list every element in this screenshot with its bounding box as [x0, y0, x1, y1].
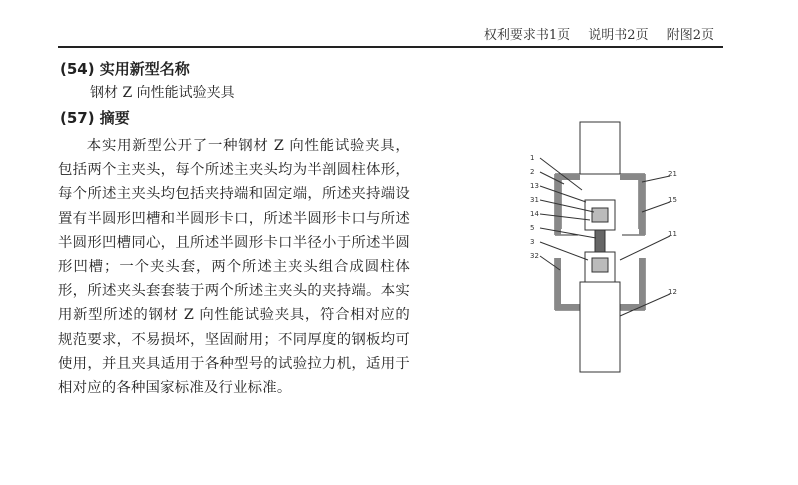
- fig-label-14: 14: [530, 210, 539, 218]
- fig-label-11: 11: [668, 230, 677, 238]
- fig-label-5: 5: [530, 224, 535, 232]
- spec-page-count: 说明书2页: [588, 28, 649, 43]
- fig-label-31: 31: [530, 196, 539, 204]
- fig-label-2: 2: [530, 168, 535, 176]
- fig-label-1: 1: [530, 154, 535, 162]
- fig-label-12: 12: [668, 288, 677, 296]
- utility-model-title: 钢材 Z 向性能试验夹具: [90, 85, 235, 101]
- fig-label-13: 13: [530, 182, 539, 190]
- section-57-label: (57) 摘要: [60, 109, 130, 127]
- claims-page-count: 权利要求书1页: [483, 28, 571, 43]
- header-rule: [58, 46, 723, 48]
- fig-label-32: 32: [530, 252, 539, 260]
- section-54-label: (54) 实用新型名称: [60, 60, 190, 78]
- drawing-page-count: 附图2页: [666, 28, 714, 43]
- fig-label-21: 21: [668, 170, 677, 178]
- page-count-header: [470, 24, 714, 43]
- abstract-text: 本实用新型公开了一种钢材 Z 向性能试验夹具，包括两个主夹头，每个所述主夹头均为半剖圆柱体形，每个所述主夹头均包括夹持端和固定端，所述夹持端设置有半圆形凹槽和半圆形卡口，所述半圆形卡口与所述半圆形凹槽同心，且所述半圆形卡口半径小于所述半圆形凹槽；一个夹头套，两个所述主夹头组合成圆柱体形，所述夹头套套装于两个所述主夹头的夹持端。本实用新型所述的钢材 Z 向性能试验夹具，符合相对应的规范要求，不易损坏，坚固耐用；不同厚度的钢板均可使用，并且夹具适用于各种型号的试验拉力机，适用于相对应的各种国家标准及行业标准。: [58, 138, 410, 397]
- fig-label-3: 3: [530, 238, 535, 246]
- fixture-drawing: [530, 120, 680, 380]
- fig-label-15: 15: [668, 196, 677, 204]
